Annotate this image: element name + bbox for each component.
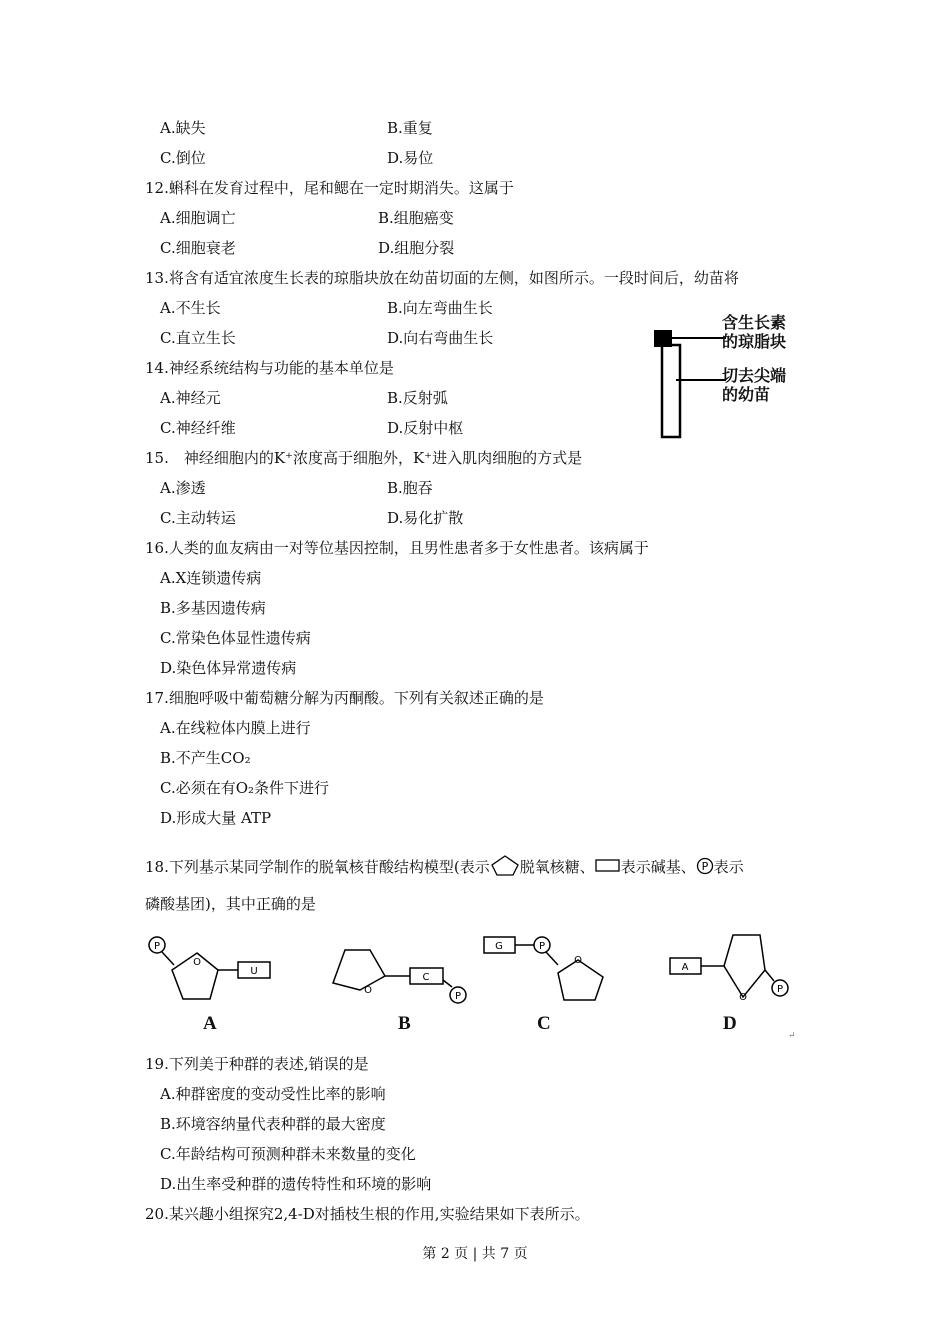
option: C.必须在有O₂条件下进行 bbox=[160, 779, 330, 797]
figure-label: 切去尖端 bbox=[722, 366, 787, 385]
option: D.出生率受种群的遗传特性和环境的影响 bbox=[160, 1175, 432, 1193]
option: D.易位 bbox=[387, 149, 434, 167]
rectangle-icon bbox=[595, 859, 621, 873]
oxygen-letter: O bbox=[193, 957, 201, 968]
option: B.向左弯曲生长 bbox=[387, 299, 493, 317]
option: A.神经元 bbox=[160, 389, 221, 407]
option: A.X连锁遗传病 bbox=[160, 569, 262, 587]
base-letter: A bbox=[681, 962, 689, 973]
option: B.多基因遗传病 bbox=[160, 599, 266, 617]
option-label: B bbox=[398, 1013, 411, 1034]
option: A.不生长 bbox=[160, 299, 221, 317]
question-stem: 12.蝌科在发育过程中，尾和鳃在一定时期消失。这属于 bbox=[145, 179, 514, 197]
oxygen-letter: O bbox=[739, 992, 747, 1003]
question-stem: 14.神经系统结构与功能的基本单位是 bbox=[145, 359, 394, 377]
option: A.渗透 bbox=[160, 479, 206, 497]
return-mark: ↵ bbox=[788, 1031, 796, 1041]
stem-part: 18.下列基示某同学制作的脱氧核苷酸结构模型(表示 bbox=[145, 858, 490, 876]
option: B.不产生CO₂ bbox=[160, 749, 251, 767]
base-letter: U bbox=[250, 966, 258, 977]
option: D.染色体异常遗传病 bbox=[160, 659, 297, 677]
option: A.细胞调亡 bbox=[160, 209, 236, 227]
question-stem: 16.人类的血友病由一对等位基因控制，且男性患者多于女性患者。该病属于 bbox=[145, 539, 649, 557]
option: C.细胞衰老 bbox=[160, 239, 236, 257]
option: C.倒位 bbox=[160, 149, 206, 167]
option: D.易化扩散 bbox=[387, 509, 464, 527]
option: C.主动转运 bbox=[160, 509, 236, 527]
question-stem: 20.某兴趣小组探究2,4-D对插枝生根的作用,实验结果如下表所示。 bbox=[145, 1205, 590, 1223]
option: B.反射弧 bbox=[387, 389, 448, 407]
question-stem: 13.将含有适宜浓度生长表的琼脂块放在幼苗切面的左侧，如图所示。一段时间后，幼苗将 bbox=[145, 269, 739, 287]
option: D.组胞分裂 bbox=[378, 239, 455, 257]
figure-label: 含生长素 bbox=[722, 313, 787, 332]
figure-label: 的幼苗 bbox=[722, 385, 771, 404]
phosphate-icon bbox=[696, 857, 714, 875]
option-label: D bbox=[723, 1013, 737, 1034]
option-label: A bbox=[203, 1013, 217, 1034]
question-stem: 15. 神经细胞内的K⁺浓度高于细胞外，K⁺进入肌肉细胞的方式是 bbox=[145, 449, 583, 467]
option: B.环境容纳量代表种群的最大密度 bbox=[160, 1115, 386, 1133]
base-letter: G bbox=[495, 941, 503, 952]
question-stem: 17.细胞呼吸中葡萄糖分解为丙酮酸。下列有关叙述正确的是 bbox=[145, 689, 544, 707]
option: D.向右弯曲生长 bbox=[387, 329, 494, 347]
option-label: C bbox=[537, 1013, 551, 1034]
phosphate-letter: P bbox=[701, 860, 709, 873]
option: B.组胞癌变 bbox=[378, 209, 454, 227]
option: D.形成大量 ATP bbox=[160, 809, 272, 827]
base-letter: C bbox=[422, 972, 430, 983]
phosphate-letter: P bbox=[153, 941, 161, 952]
question-stem bbox=[145, 854, 744, 877]
option: A.缺失 bbox=[160, 119, 206, 137]
option: C.常染色体显性遗传病 bbox=[160, 629, 311, 647]
seedling-figure bbox=[648, 320, 728, 442]
phosphate-letter: P bbox=[776, 984, 784, 995]
oxygen-letter: O bbox=[574, 955, 582, 966]
oxygen-letter: O bbox=[364, 985, 372, 996]
option: C.年龄结构可预测种群未来数量的变化 bbox=[160, 1145, 416, 1163]
stem-part: 表示碱基、 bbox=[620, 858, 696, 876]
stem-part: 脱氧核糖、 bbox=[519, 858, 595, 876]
question-stem: 磷酸基团)，其中正确的是 bbox=[145, 895, 316, 913]
question-stem: 19.下列美于种群的表述,销误的是 bbox=[145, 1055, 369, 1073]
option: D.反射中枢 bbox=[387, 419, 464, 437]
option: B.重复 bbox=[387, 119, 433, 137]
phosphate-letter: P bbox=[454, 991, 462, 1002]
option: C.直立生长 bbox=[160, 329, 236, 347]
nucleotide-models bbox=[140, 925, 820, 1020]
option: B.胞吞 bbox=[387, 479, 433, 497]
figure-label: 的琼脂块 bbox=[722, 332, 787, 351]
stem-part: 表示 bbox=[713, 858, 744, 876]
pentagon-icon bbox=[490, 854, 520, 876]
option: C.神经纤维 bbox=[160, 419, 236, 437]
page-footer: 第 2 页 | 共 7 页 bbox=[422, 1246, 528, 1262]
option: A.在线粒体内膜上进行 bbox=[160, 719, 311, 737]
phosphate-letter: P bbox=[538, 941, 546, 952]
option: A.种群密度的变动受性比率的影响 bbox=[160, 1085, 386, 1103]
